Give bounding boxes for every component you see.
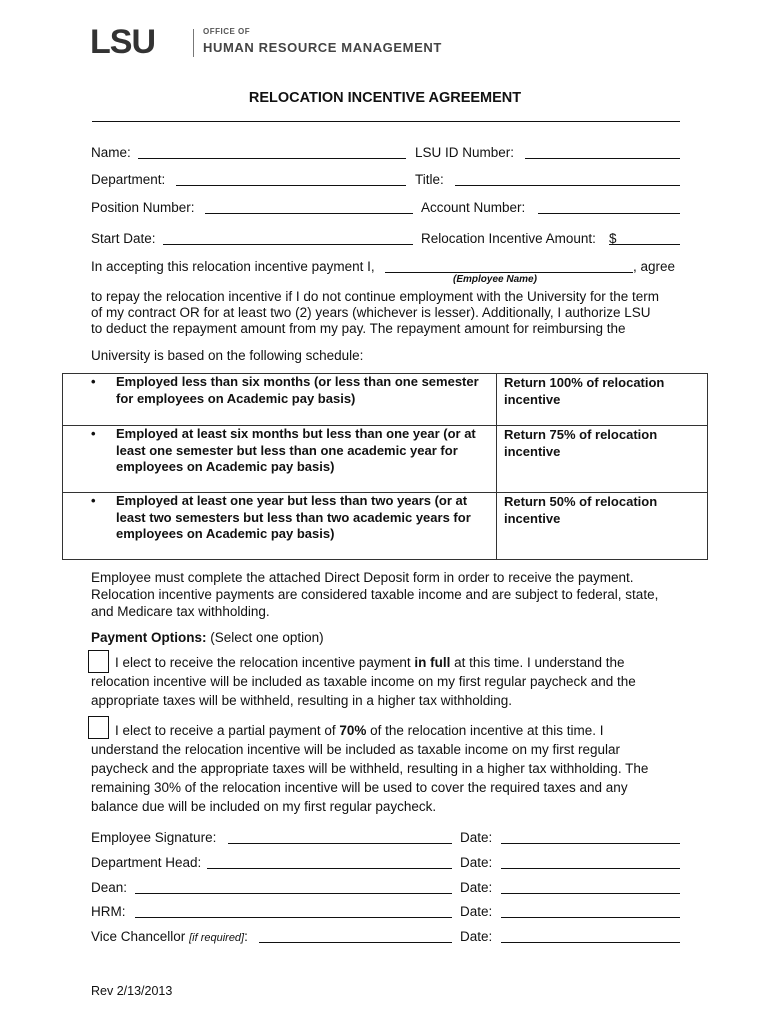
department-head-date-field[interactable] xyxy=(501,868,680,869)
schedule-return: Return 75% of relocation incentive xyxy=(504,427,658,459)
department-head-field[interactable] xyxy=(207,868,452,869)
schedule-condition: Employed at least six months but less than one year (or at least one semester but less than one academic year for employees on Academic pay basis) xyxy=(116,426,476,474)
partial-payment-checkbox[interactable] xyxy=(88,716,109,739)
name-label: Name: xyxy=(91,145,131,160)
schedule-return: Return 50% of relocation incentive xyxy=(504,494,658,526)
dollar-sign: $ xyxy=(609,231,617,246)
relocation-amount-label: Relocation Incentive Amount: xyxy=(421,231,596,246)
accept-line-2: of my contract OR for at least two (2) years (whichever is lesser). Additionally, I authorize LSU xyxy=(91,305,651,320)
title-field[interactable] xyxy=(455,185,680,186)
name-field[interactable] xyxy=(138,158,406,159)
bullet-icon: • xyxy=(91,493,96,508)
vice-chancellor-field[interactable] xyxy=(259,942,452,943)
option1-line-2: relocation incentive will be included as taxable income on my first regular paycheck and the xyxy=(91,674,636,689)
employee-name-caption: (Employee Name) xyxy=(453,274,537,285)
schedule-condition: Employed at least one year but less than two years (or at least two semesters but less than two academic years for employees on Academic pay basis) xyxy=(116,493,471,541)
accept-prefix: In accepting this relocation incentive payment I, xyxy=(91,259,375,274)
option1-line-3: appropriate taxes will be withheld, resulting in a higher tax withholding. xyxy=(91,693,512,708)
accept-suffix: , agree xyxy=(633,259,676,274)
deposit-line-1: Employee must complete the attached Direct Deposit form in order to receive the payment. xyxy=(91,570,634,585)
title-label: Title: xyxy=(415,172,444,187)
account-number-label: Account Number: xyxy=(421,200,526,215)
title-rule xyxy=(92,121,680,122)
department-head-label: Department Head: xyxy=(91,855,202,870)
option2-line-1: I elect to receive a partial payment of 70% of the relocation incentive at this time. I xyxy=(115,723,604,738)
accept-line-4: University is based on the following schedule: xyxy=(91,348,364,363)
table-row xyxy=(63,426,708,493)
if-required-note: [if required] xyxy=(189,932,245,944)
office-of-label: OFFICE OF xyxy=(203,27,251,36)
date-label: Date: xyxy=(460,855,493,870)
employee-signature-field[interactable] xyxy=(228,843,452,844)
date-label: Date: xyxy=(460,830,493,845)
hrm-field[interactable] xyxy=(135,917,452,918)
option2-line-5: balance due will be included on my first regular paycheck. xyxy=(91,799,437,814)
bullet-icon: • xyxy=(91,374,96,389)
revision-date: Rev 2/13/2013 xyxy=(91,984,173,998)
office-name: HUMAN RESOURCE MANAGEMENT xyxy=(203,40,442,55)
payment-options-hint: (Select one option) xyxy=(210,630,324,645)
schedule-return: Return 100% of relocation incentive xyxy=(504,375,665,407)
hrm-label: HRM: xyxy=(91,904,126,919)
department-field[interactable] xyxy=(176,185,406,186)
start-date-field[interactable] xyxy=(163,244,413,245)
date-label: Date: xyxy=(460,929,493,944)
bullet-icon: • xyxy=(91,426,96,441)
account-number-field[interactable] xyxy=(538,213,680,214)
dean-label: Dean: xyxy=(91,880,128,895)
deposit-line-2: Relocation incentive payments are considered taxable income and are subject to federal, state, xyxy=(91,587,659,602)
department-label: Department: xyxy=(91,172,166,187)
dean-field[interactable] xyxy=(135,893,452,894)
deposit-line-3: and Medicare tax withholding. xyxy=(91,604,270,619)
table-row xyxy=(63,374,708,426)
position-number-label: Position Number: xyxy=(91,200,195,215)
start-date-label: Start Date: xyxy=(91,231,156,246)
full-payment-checkbox[interactable] xyxy=(88,650,109,673)
date-label: Date: xyxy=(460,880,493,895)
lsu-logo: LSU xyxy=(90,23,155,61)
option2-line-2: understand the relocation incentive will be included as taxable income on my first regular xyxy=(91,742,621,757)
dean-date-field[interactable] xyxy=(501,893,680,894)
option2-line-4: remaining 30% of the relocation incentive will be used to cover the required taxes and any xyxy=(91,780,628,795)
table-row xyxy=(63,493,708,560)
employee-name-field[interactable] xyxy=(385,272,633,273)
date-label: Date: xyxy=(460,904,493,919)
payment-options-label: Payment Options: xyxy=(91,630,207,645)
payment-options-heading xyxy=(91,630,324,645)
vice-chancellor-date-field[interactable] xyxy=(501,942,680,943)
accept-line-1: to repay the relocation incentive if I do not continue employment with the University for the term xyxy=(91,289,660,304)
lsu-id-label: LSU ID Number: xyxy=(415,145,515,160)
employee-date-field[interactable] xyxy=(501,843,680,844)
repayment-schedule-table xyxy=(62,373,708,560)
accept-line-3: to deduct the repayment amount from my pay. The repayment amount for reimbursing the xyxy=(91,321,626,336)
employee-signature-label: Employee Signature: xyxy=(91,830,217,845)
logo-divider xyxy=(193,29,194,57)
lsu-id-field[interactable] xyxy=(525,158,680,159)
vice-chancellor-label: Vice Chancellor [if required]: xyxy=(91,929,248,944)
position-number-field[interactable] xyxy=(205,213,413,214)
page-title: RELOCATION INCENTIVE AGREEMENT xyxy=(248,90,522,106)
option1-line-1: I elect to receive the relocation incentive payment in full at this time. I understand the xyxy=(115,655,625,670)
schedule-condition: Employed less than six months (or less than one semester for employees on Academic pay basis) xyxy=(116,374,479,406)
relocation-amount-field[interactable] xyxy=(609,244,680,245)
option2-line-3: paycheck and the appropriate taxes will be withheld, resulting in a higher tax withholding. The xyxy=(91,761,649,776)
hrm-date-field[interactable] xyxy=(501,917,680,918)
